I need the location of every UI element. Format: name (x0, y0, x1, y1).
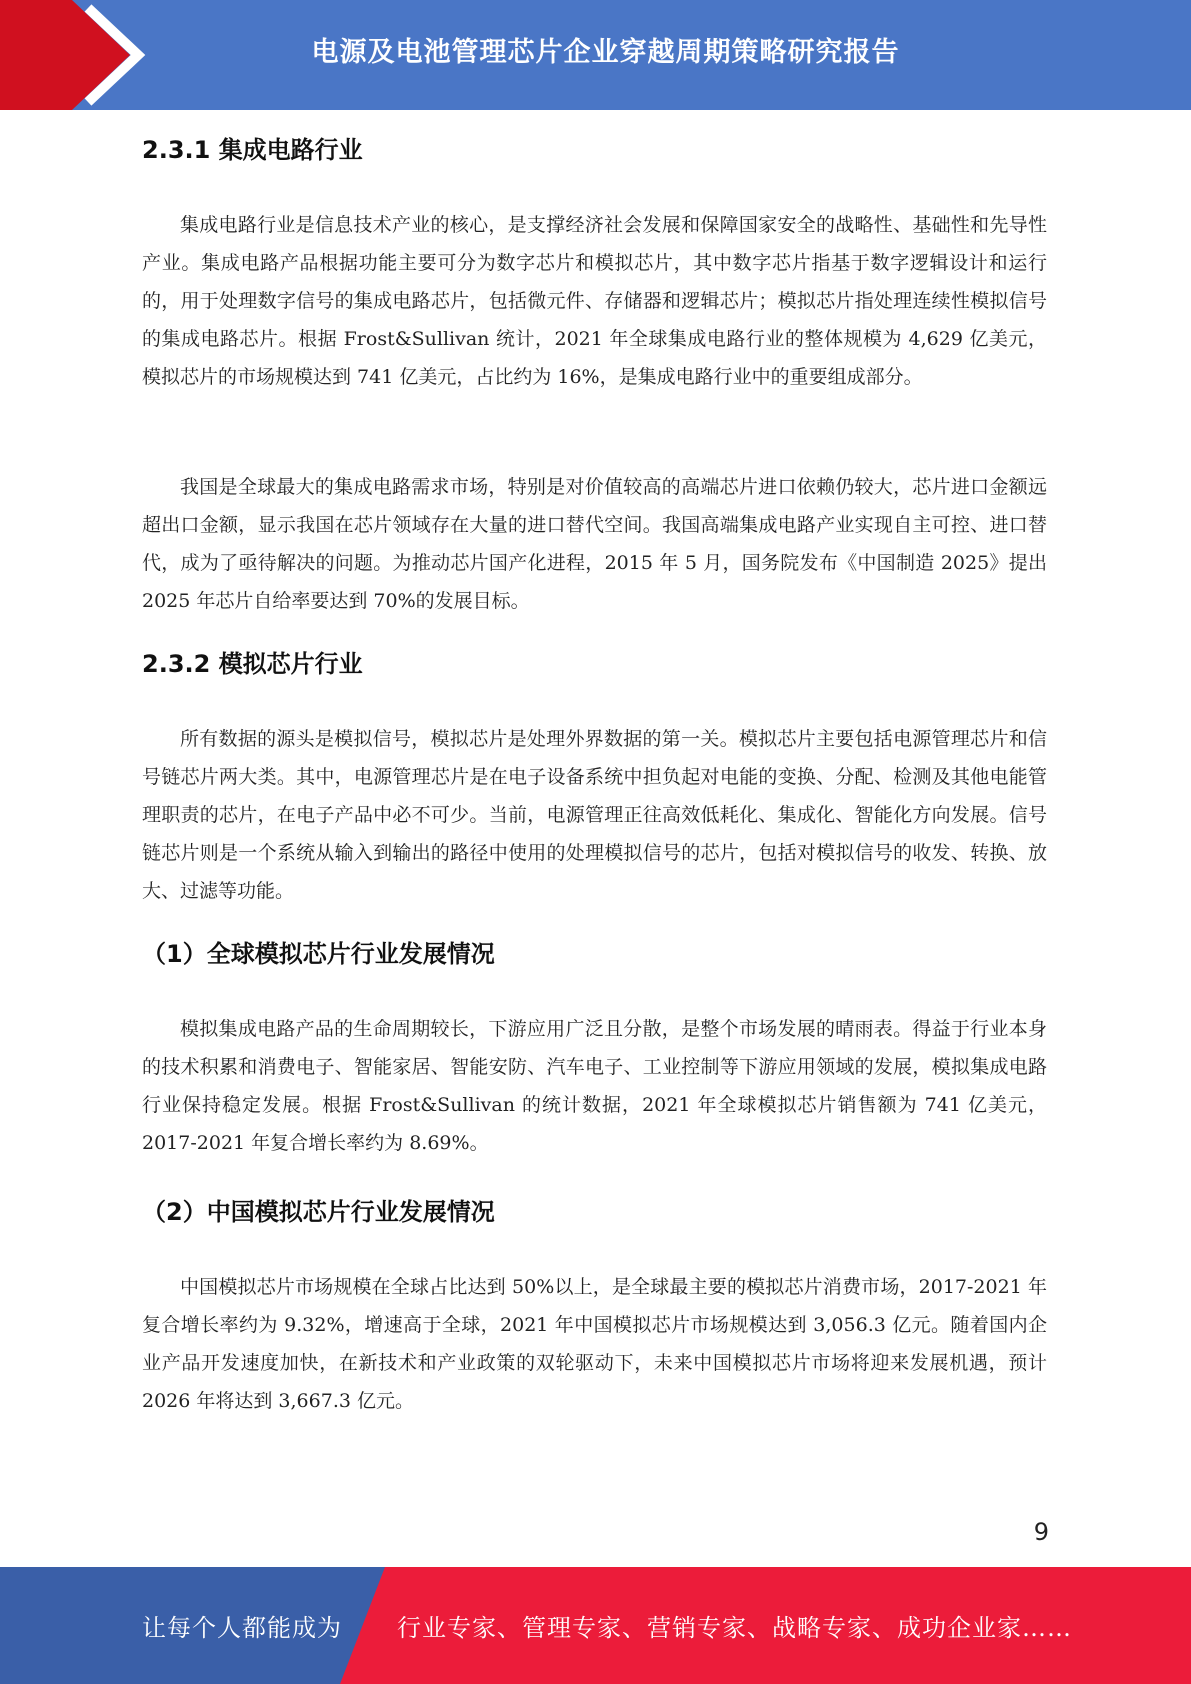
paragraph: 模拟集成电路产品的生命周期较长，下游应用广泛且分散，是整个市场发展的晴雨表。得益于行业本身的技术积累和消费电子、智能家居、智能安防、汽车电子、工业控制等下游应用领域的发展，模拟集成电路行业保持稳定发展。根据 Frost&Sullivan 的统计数据，2021 年全球模拟芯片销售额为 741 亿美元，2017-2021 年复合增长率约为 8.69%。 (142, 1018, 1047, 1154)
report-title: 电源及电池管理芯片企业穿越周期策略研究报告 (311, 36, 900, 68)
paragraph: 我国是全球最大的集成电路需求市场，特别是对价值较高的高端芯片进口依赖仍较大，芯片进口金额远超出口金额，显示我国在芯片领域存在大量的进口替代空间。我国高端集成电路产业实现自主可控、进口替代，成为了亟待解决的问题。为推动芯片国产化进程，2015 年 5 月，国务院发布《中国制造 2025》提出 2025 年芯片自给率要达到 70%的发展目标。 (142, 476, 1047, 612)
section-title-2-3-2: 2.3.2 模拟芯片行业 (142, 650, 363, 678)
section-title-2-3-1: 2.3.1 集成电路行业 (142, 136, 363, 164)
paragraph: 集成电路行业是信息技术产业的核心，是支撑经济社会发展和保障国家安全的战略性、基础性和先导性产业。集成电路产品根据功能主要可分为数字芯片和模拟芯片，其中数字芯片指基于数字逻辑设计和运行的，用于处理数字信号的集成电路芯片，包括微元件、存储器和逻辑芯片；模拟芯片指处理连续性模拟信号的集成电路芯片。根据 Frost&Sullivan 统计，2021 年全球集成电路行业的整体规模为 4,629 亿美元，模拟芯片的市场规模达到 741 亿美元，占比约为 16%，是集成电路行业中的重要组成部分。 (142, 214, 1047, 388)
paragraph: 所有数据的源头是模拟信号，模拟芯片是处理外界数据的第一关。模拟芯片主要包括电源管理芯片和信号链芯片两大类。其中，电源管理芯片是在电子设备系统中担负起对电能的变换、分配、检测及其他电能管理职责的芯片，在电子产品中必不可少。当前，电源管理正往高效低耗化、集成化、智能化方向发展。信号链芯片则是一个系统从输入到输出的路径中使用的处理模拟信号的芯片，包括对模拟信号的收发、转换、放大、过滤等功能。 (142, 728, 1047, 902)
page-header (0, 0, 1191, 110)
footer-slogan-right: 行业专家、管理专家、营销专家、战略专家、成功企业家…… (397, 1614, 1072, 1642)
footer-slogan-left: 让每个人都能成为 (142, 1614, 342, 1642)
subsection-title-global: （1）全球模拟芯片行业发展情况 (142, 940, 495, 968)
subsection-title-china: （2）中国模拟芯片行业发展情况 (142, 1198, 495, 1226)
paragraph: 中国模拟芯片市场规模在全球占比达到 50%以上，是全球最主要的模拟芯片消费市场，2017-2021 年复合增长率约为 9.32%，增速高于全球，2021 年中国模拟芯片市场规模达到 3,056.3 亿元。随着国内企业产品开发速度加快，在新技术和产业政策的双轮驱动下，未来中国模拟芯片市场将迎来发展机遇，预计 2026 年将达到 3,667.3 亿元。 (142, 1276, 1047, 1412)
page-number: 9 (1033, 1518, 1049, 1546)
page-footer (0, 1567, 1191, 1684)
